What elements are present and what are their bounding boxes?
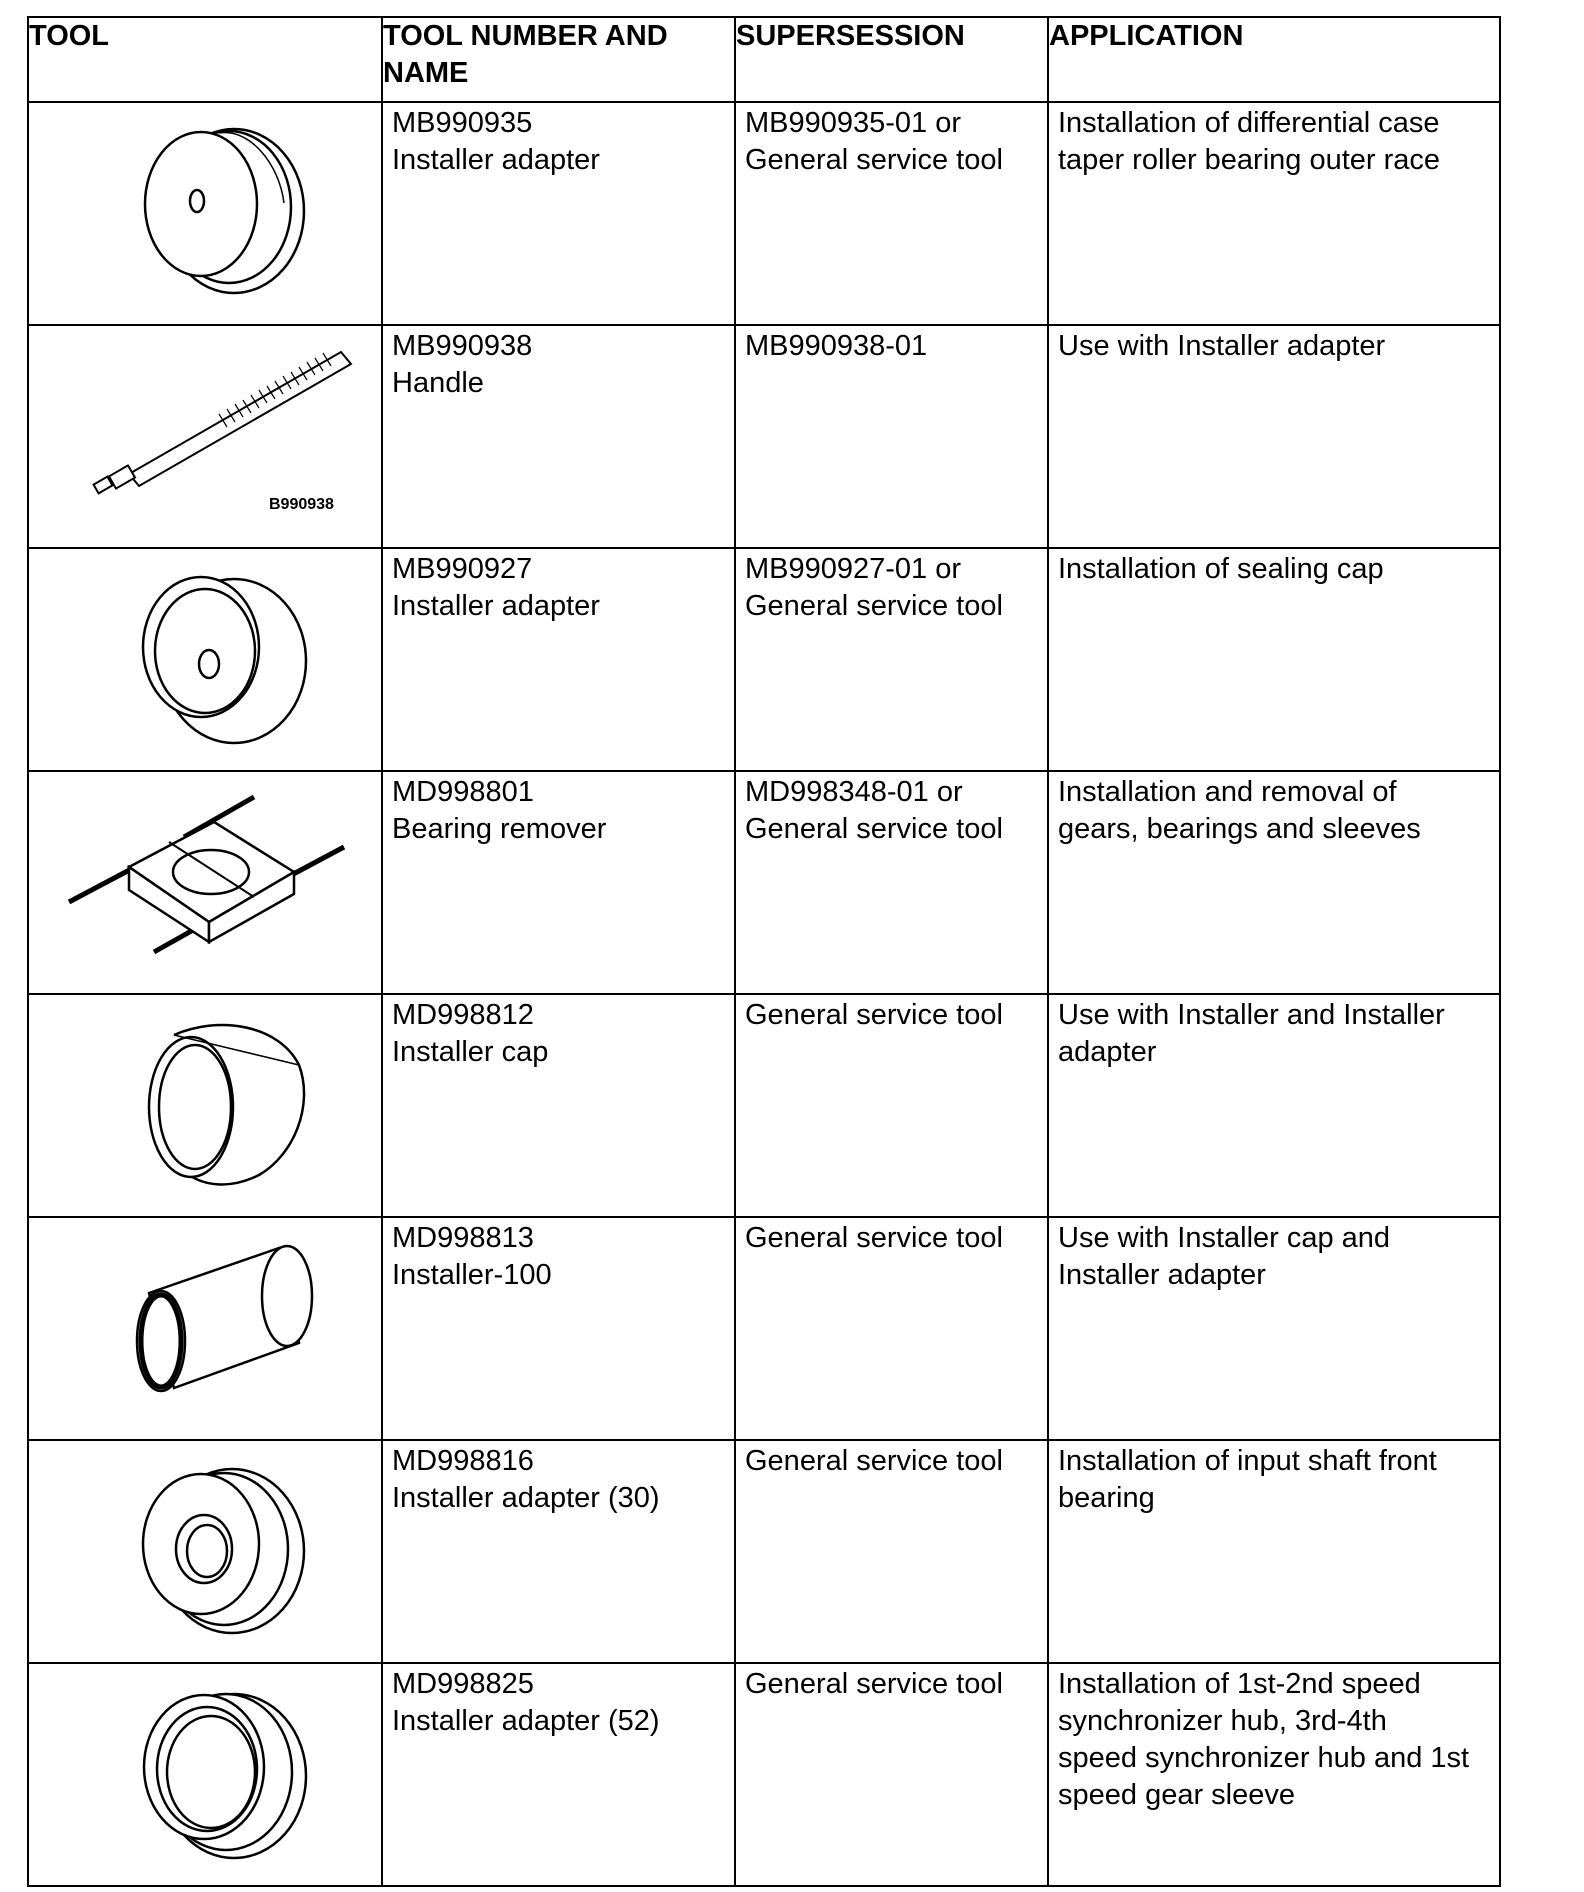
tool-number-name-cell (382, 1663, 735, 1886)
supersession-cell: General service tool (735, 1217, 1048, 1440)
tool-number-name-cell (382, 994, 735, 1217)
application-cell: Use with Installer adapter (1048, 325, 1500, 548)
application-cell: Installation of differential case taper roller bearing outer race (1048, 102, 1500, 325)
installer-adapter-disc-icon (29, 103, 383, 324)
tool-image-cell (28, 325, 382, 548)
installer-adapter-cup-icon (29, 549, 383, 770)
supersession-cell: MD998348-01 or General service tool (735, 771, 1048, 994)
tool-image-code: B990938 (269, 496, 334, 513)
application-cell: Installation of 1st-2nd speed synchronizer hub, 3rd-4th speed synchronizer hub and 1st speed gear sleeve (1048, 1663, 1500, 1886)
supersession-cell: General service tool (735, 1663, 1048, 1886)
table-row (28, 994, 1500, 1217)
tool-name: Installer adapter (392, 590, 600, 622)
application-cell: Installation of sealing cap (1048, 548, 1500, 771)
supersession-cell: MB990927-01 or General service tool (735, 548, 1048, 771)
supersession-cell: General service tool (735, 994, 1048, 1217)
tool-number: MD998825 (392, 1668, 534, 1700)
installer-adapter-ring-icon (29, 1441, 383, 1662)
tool-image-cell (28, 102, 382, 325)
special-tools-table (27, 16, 1501, 1887)
header-supersession: SUPERSESSION (735, 17, 1048, 102)
header-application: APPLICATION (1048, 17, 1500, 102)
tool-number: MB990927 (392, 553, 533, 585)
application-cell: Use with Installer and Installer adapter (1048, 994, 1500, 1217)
supersession-cell: MB990938-01 (735, 325, 1048, 548)
tool-number: MD998816 (392, 1445, 534, 1477)
bearing-remover-icon (29, 772, 383, 993)
tool-number: MD998812 (392, 999, 534, 1031)
installer-cap-icon (29, 995, 383, 1216)
header-tool: TOOL (28, 17, 382, 102)
table-header-row (28, 17, 1500, 102)
table-row (28, 1663, 1500, 1886)
tool-name: Installer-100 (392, 1259, 552, 1291)
tool-number: MB990935 (392, 107, 533, 139)
application-cell: Installation of input shaft front bearing (1048, 1440, 1500, 1663)
tool-number-name-cell (382, 771, 735, 994)
tool-image-cell (28, 548, 382, 771)
application-cell: Use with Installer cap and Installer adapter (1048, 1217, 1500, 1440)
tool-number: MD998801 (392, 776, 534, 808)
table-row (28, 771, 1500, 994)
supersession-cell: General service tool (735, 1440, 1048, 1663)
header-tool-number-and-name: TOOL NUMBER AND NAME (382, 17, 735, 102)
tool-number-name-cell (382, 548, 735, 771)
supersession-cell: MB990935-01 or General service tool (735, 102, 1048, 325)
tool-number-name-cell (382, 1440, 735, 1663)
table-row (28, 1217, 1500, 1440)
tool-image-cell (28, 1440, 382, 1663)
tool-number-name-cell (382, 325, 735, 548)
tool-number: MD998813 (392, 1222, 534, 1254)
tool-name: Installer adapter (52) (392, 1705, 660, 1737)
tool-name: Installer adapter (30) (392, 1482, 660, 1514)
installer-adapter-ring-large-icon (29, 1664, 383, 1885)
application-cell: Installation and removal of gears, bearings and sleeves (1048, 771, 1500, 994)
tool-image-cell (28, 1663, 382, 1886)
tool-name: Handle (392, 367, 484, 399)
tool-number: MB990938 (392, 330, 533, 362)
installer-cylinder-icon (29, 1218, 383, 1439)
tool-name: Bearing remover (392, 813, 607, 845)
table-row (28, 1440, 1500, 1663)
tool-number-name-cell (382, 1217, 735, 1440)
tool-name: Installer cap (392, 1036, 549, 1068)
tool-image-cell (28, 771, 382, 994)
tool-number-name-cell (382, 102, 735, 325)
tool-image-cell (28, 994, 382, 1217)
table-row (28, 548, 1500, 771)
tool-name: Installer adapter (392, 144, 600, 176)
table-row (28, 325, 1500, 548)
tool-image-cell (28, 1217, 382, 1440)
table-row (28, 102, 1500, 325)
